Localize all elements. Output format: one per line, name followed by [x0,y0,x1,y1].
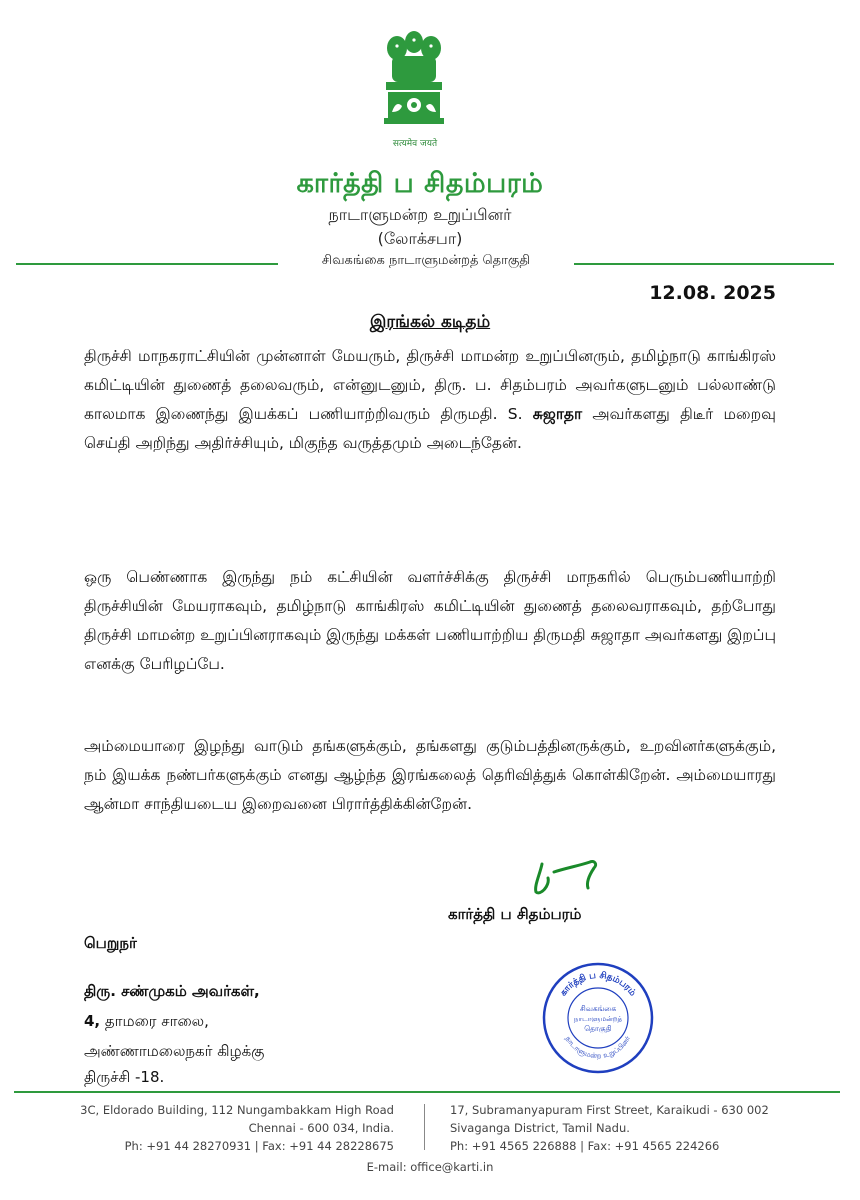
national-emblem-icon [372,26,456,134]
footer-chennai-address [30,1101,394,1155]
p1-name-bold: சுஜாதா [532,405,583,423]
office-seal-stamp [540,960,656,1076]
recipient-line-2 [84,1007,209,1035]
recipient-line-3: அண்ணாமலைநகர் கிழக்கு [84,1042,265,1060]
svg-text:கார்த்தி ப சிதம்பரம் [559,970,638,998]
letter-heading: இரங்கல் கடிதம் [369,312,491,332]
letterhead-constituency: சிவகங்கை நாடாளுமன்றத் தொகுதி [321,253,531,268]
svg-text:நாடாளுமன்ற உறுப்பினர் [564,1035,632,1061]
emblem-motto: सत्यमेव जयते [392,139,438,149]
letterhead-name: கார்த்தி ப சிதம்பரம் [296,168,544,199]
seal-center-line-1: சிவகங்கை [579,1004,617,1013]
seal-center-line-3: தொகுதி [584,1024,612,1033]
footer-left-line-2: Chennai - 600 034, India. [248,1121,394,1135]
handwritten-signature [510,852,610,906]
body-paragraph-1 [84,342,776,458]
footer-karaikudi-address [450,1101,830,1155]
header-rule-left [16,263,278,265]
recipient-line-4: திருச்சி -18. [84,1068,165,1086]
p1-text-b: அவர்களது திடீர் மறைவு செய்தி அறிந்து அதிர்ச்சியும், மிகுந்த வருத்தமும் அடைந்தேன். [84,405,776,452]
letterhead-title: நாடாளுமன்ற உறுப்பினர் [328,205,512,224]
signatory-name: கார்த்தி ப சிதம்பரம் [448,905,582,923]
footer-rule [14,1091,840,1093]
footer-left-line-1: 3C, Eldorado Building, 112 Nungambakkam High Road [80,1103,394,1117]
letterhead-subtitle: (லோக்சபா) [377,229,463,248]
seal-outer-text: கார்த்தி ப சிதம்பரம் [558,970,638,999]
seal-bottom-text: நாடாளுமன்ற உறுப்பினர் [563,1034,633,1061]
body-paragraph-3: அம்மையாரை இழந்து வாடும் தங்களுக்கும், தங்களது குடும்பத்தினருக்கும், உறவினர்களுக்கும், நம் இயக்க நண்பர்களுக்கும் எனது ஆழ்ந்த இரங்கலைத் தெரிவித்துக் கொள்கிறேன். அம்மையாரது ஆன்மா சாந்தியடைய இறைவனை பிரார்த்திக்கின்றேன். [84,737,776,813]
letter-date: 12.08. 2025 [649,282,776,304]
recipient-street: தாமரை சாலை, [100,1012,209,1030]
footer-right-line-3: Ph: +91 4565 226888 | Fax: +91 4565 224266 [450,1139,720,1153]
footer-right-line-2: Sivaganga District, Tamil Nadu. [450,1121,630,1135]
footer-email[interactable]: E-mail: office@karti.in [366,1160,494,1174]
seal-center-line-2: நாடாளுமன்றத் [573,1015,623,1023]
recipient-door-number: 4, [84,1012,101,1030]
recipient-line-1: திரு. சண்முகம் அவர்கள், [84,982,260,1000]
recipient-label: பெறுநர் [84,934,137,952]
header-rule-right [574,263,834,265]
footer-left-line-3: Ph: +91 44 28270931 | Fax: +91 44 28228675 [124,1139,394,1153]
body-paragraph-2: ஒரு பெண்ணாக இருந்து நம் கட்சியின் வளர்ச்சிக்கு திருச்சி மாநகரில் பெரும்பணியாற்றி திருச்சியின் மேயராகவும், தமிழ்நாடு காங்கிரஸ் கமிட்டியின் துணைத் தலைவராகவும், தற்போது திருச்சி மாமன்ற உறுப்பினராகவும் இருந்து மக்கள் பணியாற்றிய திருமதி சுஜாதா அவர்களது இறப்பு எனக்கு பேரிழப்பே. [84,568,776,673]
footer-right-line-1: 17, Subramanyapuram First Street, Karaikudi - 630 002 [450,1103,769,1117]
p1-text-a: திருச்சி மாநகராட்சியின் முன்னாள் மேயரும், திருச்சி மாமன்ற உறுப்பினரும், தமிழ்நாடு காங்கிரஸ் கமிட்டியின் துணைத் தலைவரும், என்னுடனும், திரு. ப. சிதம்பரம் அவர்களுடனும் பல்லாண்டு காலமாக இணைந்து இயக்கப் பணியாற்றிவரும் திருமதி. S. [84,347,776,423]
footer-divider [424,1104,425,1150]
